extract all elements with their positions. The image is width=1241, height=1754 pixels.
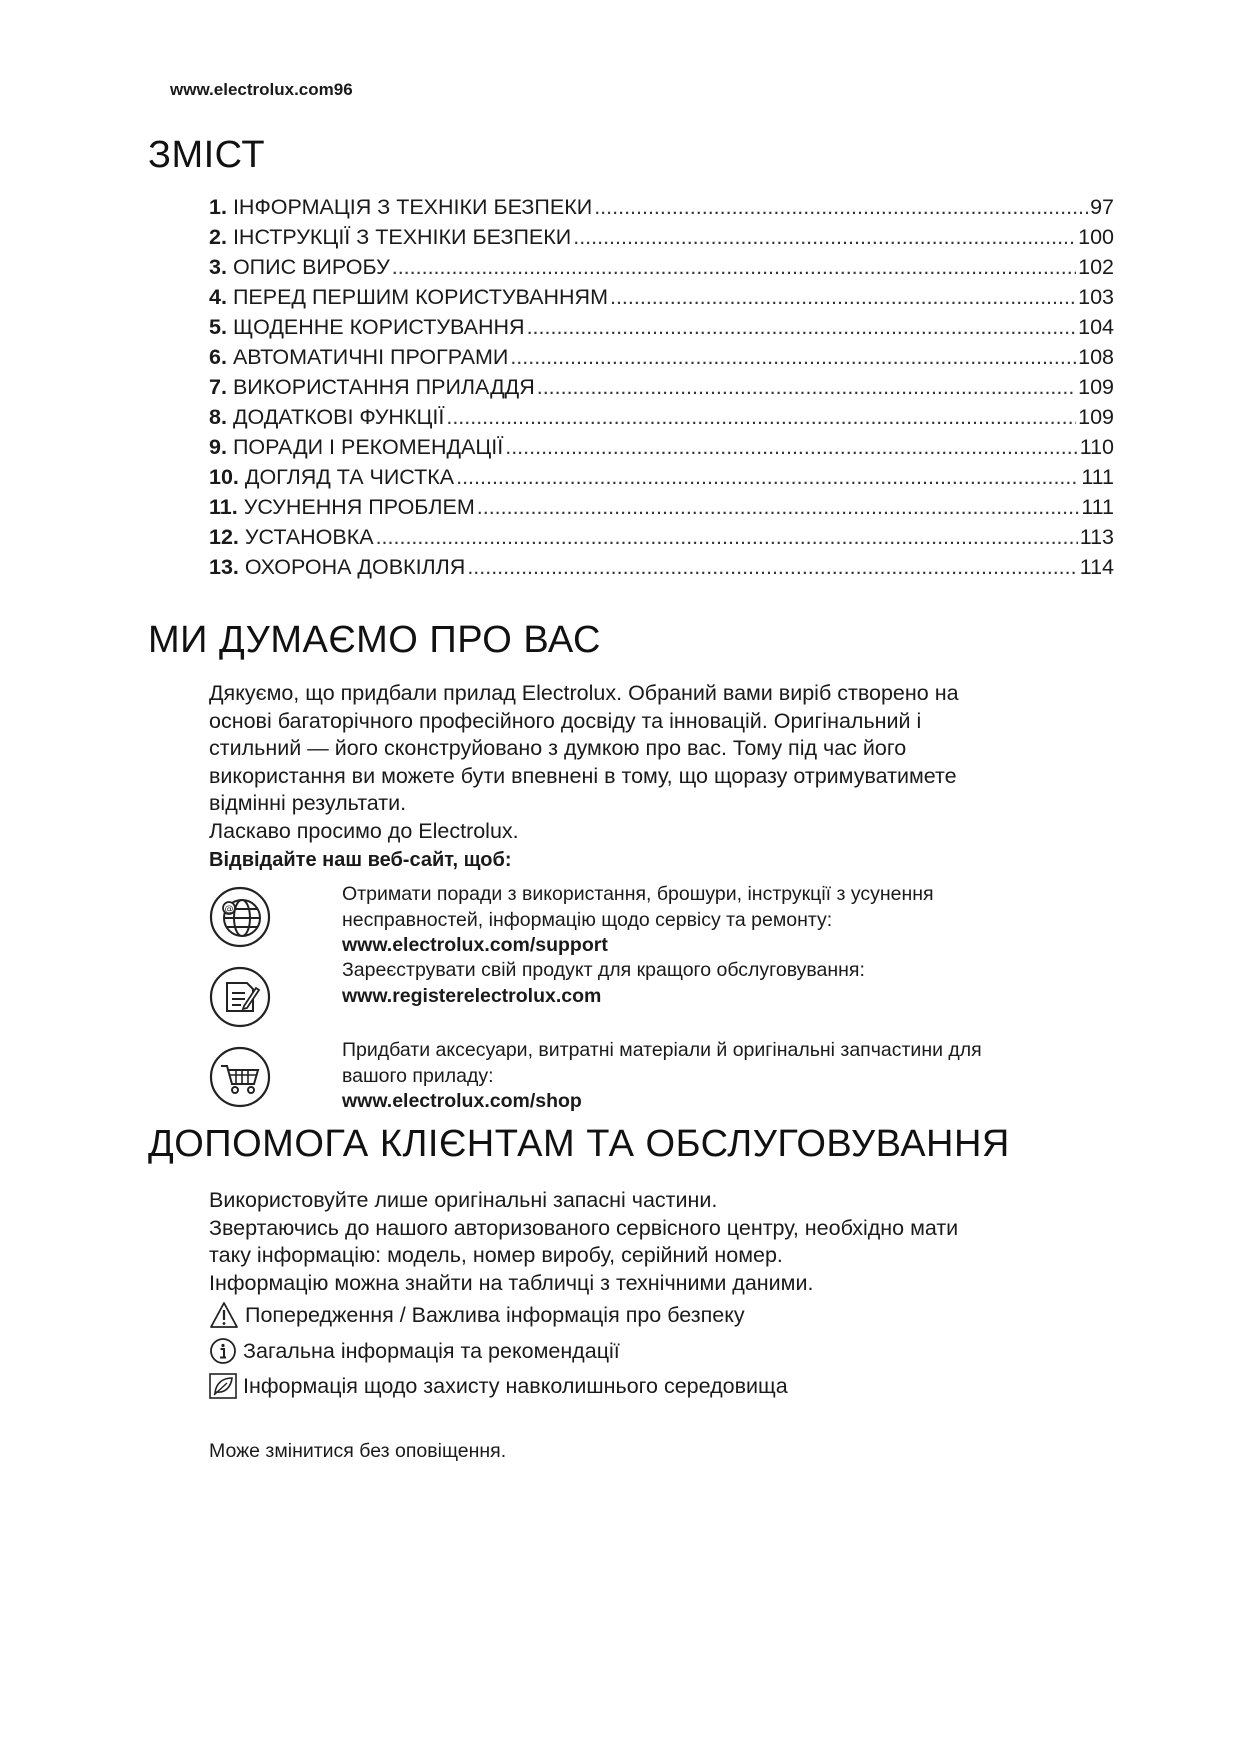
toc-leader-dots — [527, 315, 1077, 340]
toc-item-number: 2. — [209, 225, 227, 249]
toc-leader-dots — [477, 495, 1080, 520]
toc-item-number: 10. — [209, 465, 239, 489]
toc-leader-dots — [610, 285, 1076, 310]
toc-item-label: ВИКОРИСТАННЯ ПРИЛАДДЯ — [232, 375, 535, 399]
toc-item-page: 102 — [1078, 255, 1114, 279]
toc-item-label: ОПИС ВИРОБУ — [232, 255, 390, 279]
text-line: Дякуємо, що придбали прилад Electrolux. Обраний вами виріб створено на — [209, 681, 959, 705]
toc-item-label: УСУНЕННЯ ПРОБЛЕМ — [243, 495, 475, 519]
toc-leader-dots — [446, 405, 1076, 430]
register-document-icon — [209, 966, 271, 1028]
toc-item[interactable] — [209, 495, 1114, 525]
toc-item-number: 3. — [209, 255, 227, 279]
visit-text — [342, 958, 1142, 1009]
toc-item-number: 12. — [209, 525, 239, 549]
register-link[interactable]: www.registerelectrolux.com — [342, 984, 602, 1007]
toc-item-label: УСТАНОВКА — [244, 525, 374, 549]
visit-line: вашого приладу: — [342, 1064, 494, 1087]
toc-item-number: 9. — [209, 435, 227, 459]
toc-leader-dots — [573, 225, 1076, 250]
legend-info — [209, 1336, 620, 1366]
change-notice: Може змінитися без оповіщення. — [209, 1440, 507, 1462]
text-line: основі багаторічного професійного досвіду та інновацій. Оригінальний і — [209, 708, 922, 733]
toc-item[interactable] — [209, 195, 1114, 225]
toc-leader-dots — [456, 465, 1079, 490]
toc-item-page: 103 — [1078, 285, 1114, 309]
text-line: використання ви можете бути впевнені в тому, що щоразу отримуватимете — [209, 763, 957, 788]
legend-environment-label: Інформація щодо захисту навколишнього середовища — [243, 1373, 788, 1398]
toc-item-page: 100 — [1078, 225, 1114, 249]
legend-info-label: Загальна інформація та рекомендації — [243, 1338, 620, 1363]
toc-leader-dots — [594, 195, 1088, 220]
visit-heading: Відвідайте наш веб-сайт, щоб: — [209, 849, 512, 871]
toc-item-page: 114 — [1079, 555, 1114, 579]
text-line: таку інформацію: модель, номер виробу, серійний номер. — [209, 1243, 783, 1267]
toc-item-page: 113 — [1079, 525, 1114, 549]
toc-item-number: 8. — [209, 405, 227, 429]
welcome-text: Ласкаво просимо до Electrolux. — [209, 819, 519, 843]
support-paragraph — [209, 1187, 1129, 1297]
toc-item[interactable] — [209, 345, 1114, 375]
toc-item-label: ОХОРОНА ДОВКІЛЛЯ — [244, 555, 466, 579]
toc-item[interactable] — [209, 465, 1114, 495]
toc-item-page: 111 — [1081, 495, 1114, 519]
toc-item[interactable] — [209, 255, 1114, 285]
toc-item[interactable] — [209, 315, 1114, 345]
toc-item-label: ДОГЛЯД ТА ЧИСТКА — [244, 465, 455, 489]
toc-item-page: 109 — [1078, 375, 1114, 399]
svg-text:@: @ — [224, 904, 234, 915]
toc-item[interactable] — [209, 555, 1114, 585]
thanks-paragraph — [209, 680, 1129, 818]
visit-text — [342, 1038, 1142, 1115]
toc-item[interactable] — [209, 285, 1114, 315]
toc-item-label: ЩОДЕННЕ КОРИСТУВАННЯ — [232, 315, 525, 339]
toc-item-label: ІНФОРМАЦІЯ З ТЕХНІКИ БЕЗПЕКИ — [232, 195, 593, 219]
about-title: МИ ДУМАЄМО ПРО ВАС — [148, 619, 601, 661]
toc-item-number: 11. — [209, 495, 238, 519]
toc-item-page: 111 — [1081, 465, 1114, 489]
toc-item-page: 97 — [1090, 195, 1114, 219]
toc-leader-dots — [392, 255, 1076, 280]
text-line: Інформацію можна знайти на табличці з технічними даними. — [209, 1270, 814, 1295]
toc-leader-dots — [510, 345, 1076, 370]
visit-text — [342, 882, 1142, 959]
environment-leaf-icon — [209, 1373, 237, 1399]
toc-leader-dots — [376, 525, 1078, 550]
toc-item-page: 109 — [1078, 405, 1114, 429]
toc-item-number: 1. — [209, 195, 227, 219]
toc-item-page: 110 — [1079, 435, 1114, 459]
toc-item-number: 13. — [209, 555, 239, 579]
toc-item-number: 6. — [209, 345, 227, 369]
shop-link[interactable]: www.electrolux.com/shop — [342, 1090, 582, 1112]
toc-item[interactable] — [209, 375, 1114, 405]
toc-item-number: 7. — [209, 375, 227, 399]
toc-item-number: 5. — [209, 315, 227, 339]
legend-environment — [209, 1371, 788, 1401]
toc-item[interactable] — [209, 405, 1114, 435]
table-of-contents — [209, 195, 1114, 585]
header-url[interactable]: www.electrolux.com96 — [170, 80, 353, 99]
text-line: відмінні результати. — [209, 791, 407, 815]
toc-leader-dots — [467, 555, 1077, 580]
text-line: стильний — його сконструйовано з думкою про вас. Тому під час його — [209, 736, 907, 760]
toc-item-label: ПЕРЕД ПЕРШИМ КОРИСТУВАННЯМ — [232, 285, 608, 309]
legend-warning — [209, 1300, 745, 1330]
toc-item-label: ДОДАТКОВІ ФУНКЦІЇ — [232, 405, 445, 429]
visit-line: Отримати поради з використання, брошури, інструкції з усунення — [342, 883, 934, 905]
toc-title: ЗМІСТ — [148, 134, 266, 176]
support-link[interactable]: www.electrolux.com/support — [342, 934, 608, 956]
legend-warning-label: Попередження / Важлива інформація про безпеку — [245, 1302, 745, 1327]
visit-line: Зареєструвати свій продукт для кращого обслуговування: — [342, 959, 865, 981]
text-line: Звертаючись до нашого авторизованого сервісного центру, необхідно мати — [209, 1215, 959, 1240]
shopping-cart-icon — [209, 1046, 271, 1108]
toc-item[interactable] — [209, 435, 1114, 465]
text-line: Використовуйте лише оригінальні запасні частини. — [209, 1188, 718, 1212]
toc-item-label: ІНСТРУКЦІЇ З ТЕХНІКИ БЕЗПЕКИ — [232, 225, 572, 249]
toc-item-page: 108 — [1078, 345, 1114, 369]
toc-leader-dots — [537, 375, 1076, 400]
warning-icon — [209, 1301, 239, 1329]
info-icon — [209, 1337, 237, 1365]
toc-leader-dots — [505, 435, 1077, 460]
toc-item-number: 4. — [209, 285, 227, 309]
visit-line: Придбати аксесуари, витратні матеріали й оригінальні запчастини для — [342, 1039, 982, 1061]
toc-item-label: АВТОМАТИЧНІ ПРОГРАМИ — [232, 345, 509, 369]
globe-icon — [209, 886, 271, 948]
toc-item-page: 104 — [1078, 315, 1114, 339]
toc-item[interactable] — [209, 525, 1114, 555]
toc-item-label: ПОРАДИ І РЕКОМЕНДАЦІЇ — [232, 435, 504, 459]
toc-item[interactable] — [209, 225, 1114, 255]
visit-line: несправностей, інформацію щодо сервісу та ремонту: — [342, 908, 833, 931]
support-title: ДОПОМОГА КЛІЄНТАМ ТА ОБСЛУГОВУВАННЯ — [148, 1123, 1010, 1165]
